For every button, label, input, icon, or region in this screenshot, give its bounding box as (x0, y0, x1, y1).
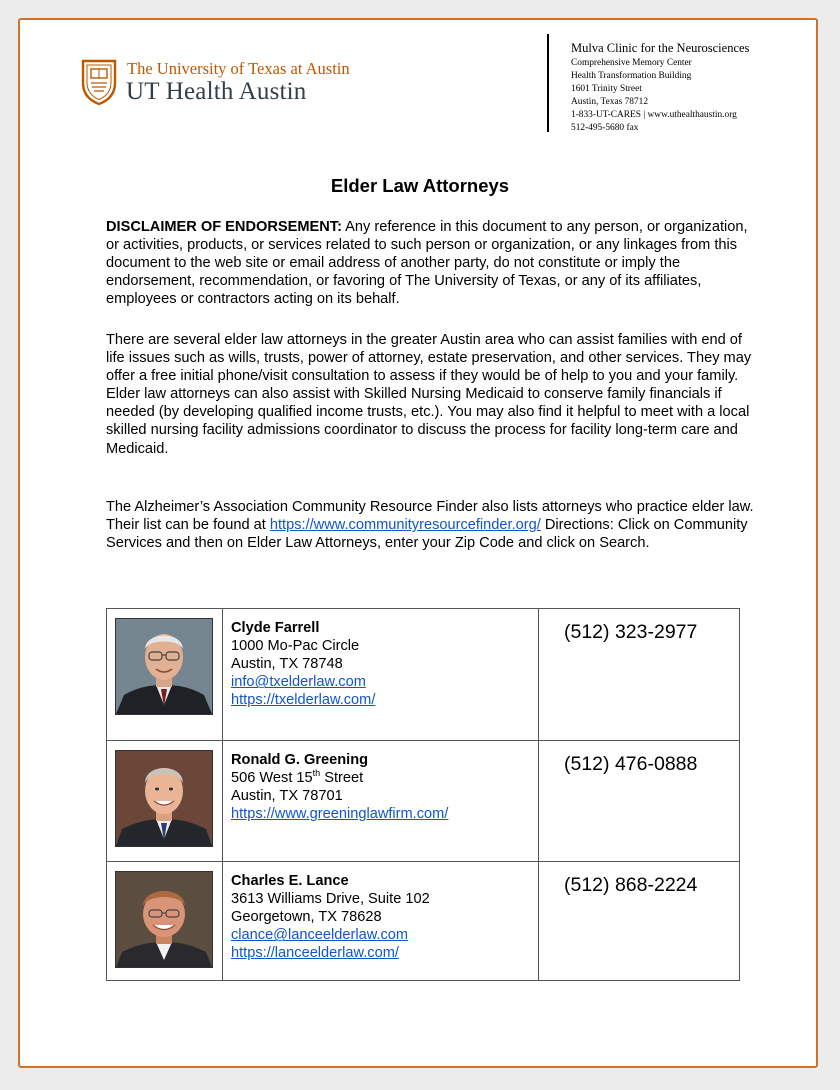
ut-shield-icon (81, 59, 117, 105)
attorney-phone: (512) 476-0888 (564, 753, 698, 775)
clinic-line: Austin, Texas 78712 (571, 97, 649, 107)
resource-paragraph (106, 498, 756, 552)
attorney-photo (115, 871, 213, 968)
resource-text: The Alzheimer’s Association Community Resource Finder also lists attorneys who practice elder law. Their list can be found at (106, 499, 754, 534)
attorney-address-line1: 1000 Mo-Pac Circle (231, 638, 360, 655)
clinic-line: 512-495-5680 fax (571, 123, 639, 133)
photo-cell (107, 741, 223, 862)
photo-cell (107, 862, 223, 981)
clinic-address-block (571, 40, 811, 135)
attorney-info-cell (223, 741, 539, 862)
clinic-line: Comprehensive Memory Center (571, 58, 692, 68)
attorney-email-link[interactable]: clance@lanceelderlaw.com (231, 927, 409, 944)
attorney-address-line1: 3613 Williams Drive, Suite 102 (231, 891, 430, 908)
resource-directions: Directions: Click on Community Services and then on Elder Law Attorneys, enter your Zip Code and click on Search. (106, 517, 748, 552)
ut-health-austin-logo (81, 59, 381, 119)
header-divider (547, 34, 549, 132)
attorney-website-link[interactable]: https://www.greeninglawfirm.com/ (231, 806, 449, 823)
clinic-line: 1601 Trinity Street (571, 84, 642, 94)
table-row (107, 862, 740, 981)
table-row (107, 609, 740, 741)
disclaimer-label: DISCLAIMER OF ENDORSEMENT: (106, 219, 342, 235)
attorney-phone-cell (539, 741, 740, 862)
intro-paragraph: There are several elder law attorneys in the greater Austin area who can assist families with end of life issues such as wills, trusts, power of attorney, estate preservation, and other services. They may offer a free initial phone/visit consultation to assess if they would be of help to you and your family. Elder law attorneys can also assist with Skilled Nursing Medicaid to conserve family financials if needed (by developing qualified income trusts, etc.). You may also find it helpful to meet with a local skilled nursing facility admissions coordinator to discuss the process for facility long-term care and Medicaid. (106, 332, 752, 457)
attorney-address-line2: Georgetown, TX 78628 (231, 909, 382, 926)
attorney-address-line2: Austin, TX 78701 (231, 788, 343, 805)
document-page (18, 18, 818, 1068)
attorney-info-cell (223, 862, 539, 981)
disclaimer-text: Any reference in this document to any person, or organization, or activities, products, or services related to such person or organization, or any linkages from this document to the web site or email address of another party, do not constitute or imply the endorsement, recommendation, or favoring of The University of Texas, or any of its affiliates, employees or contractors acting on its behalf. (106, 219, 748, 308)
clinic-line: Health Transformation Building (571, 71, 692, 81)
attorney-name: Ronald G. Greening (231, 752, 369, 768)
attorney-photo (115, 750, 213, 847)
attorney-table (106, 608, 740, 981)
table-row (107, 741, 740, 862)
attorney-website-link[interactable]: https://lanceelderlaw.com/ (231, 945, 399, 962)
clinic-line: 1-833-UT-CARES | www.uthealthaustin.org (571, 110, 737, 120)
attorney-address-line1: 506 West 15th Street (231, 768, 364, 787)
attorney-address-line2: Austin, TX 78748 (231, 656, 343, 673)
community-resource-finder-link[interactable]: https://www.communityresourcefinder.org/ (269, 517, 541, 534)
attorney-name: Charles E. Lance (231, 873, 349, 889)
attorney-phone: (512) 323-2977 (564, 621, 698, 643)
attorney-photo (115, 618, 213, 715)
attorney-phone: (512) 868-2224 (564, 874, 698, 896)
attorney-website-link[interactable]: https://txelderlaw.com/ (231, 692, 376, 709)
attorney-phone-cell (539, 862, 740, 981)
disclaimer-paragraph (106, 218, 756, 308)
attorney-name: Clyde Farrell (231, 620, 320, 636)
attorney-email-link[interactable]: info@txelderlaw.com (231, 674, 366, 691)
ut-health-austin-name: UT Health Austin (126, 78, 307, 105)
university-name: The University of Texas at Austin (127, 59, 350, 78)
attorney-phone-cell (539, 609, 740, 741)
attorney-info-cell (223, 609, 539, 741)
clinic-name: Mulva Clinic for the Neurosciences (571, 41, 750, 55)
page-title: Elder Law Attorneys (330, 175, 510, 196)
photo-cell (107, 609, 223, 741)
